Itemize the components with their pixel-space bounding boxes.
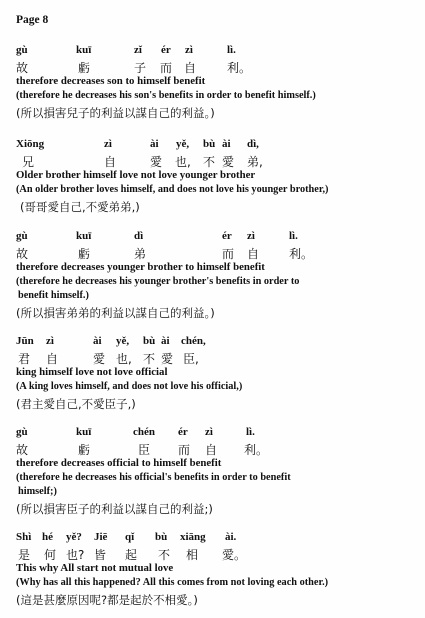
pinyin-word: zì [205, 426, 213, 438]
pinyin-word: zì [46, 335, 54, 347]
chinese-character: 利。 [227, 61, 252, 75]
chinese-character: 自 [46, 352, 59, 366]
chinese-character: 而 [160, 61, 173, 75]
pinyin-word: ài. [225, 531, 237, 543]
chinese-character: 故 [16, 61, 29, 75]
chinese-character: 故 [16, 443, 29, 457]
pinyin-word: lì. [289, 230, 298, 242]
pinyin-word: bù [143, 335, 156, 347]
chinese-character: 不 [158, 548, 171, 562]
english-translation: (An older brother loves himself, and does not love his younger brother,) [16, 184, 329, 195]
chinese-character: 臣 [138, 443, 151, 457]
chinese-character: 起 [125, 548, 138, 562]
chinese-character: 自 [104, 155, 117, 169]
pinyin-word: zì [104, 138, 112, 150]
pinyin-word: ài [93, 335, 102, 347]
chinese-character: 自 [205, 443, 218, 457]
chinese-character: 虧 [78, 247, 91, 261]
chinese-character: 何 [44, 548, 57, 562]
pinyin-word: qǐ [125, 531, 135, 543]
pinyin-word: gù [16, 426, 28, 438]
pinyin-word: gù [16, 230, 28, 242]
chinese-character: 相 [186, 548, 199, 562]
english-translation: benefit himself.) [18, 290, 89, 301]
english-translation: (A king loves himself, and does not love his official,) [16, 381, 243, 392]
chinese-character: 弟, [247, 155, 263, 169]
english-translation: (therefore he decreases his son's benefits in order to benefit himself.) [16, 90, 316, 101]
english-gloss: therefore decreases official to himself benefit [16, 457, 222, 469]
english-gloss: king himself love not love official [16, 366, 168, 378]
pinyin-word: yě, [176, 138, 190, 150]
pinyin-word: yě, [116, 335, 130, 347]
chinese-sentence: (所以損害兒子的利益以謀自己的利益。) [16, 106, 215, 120]
english-gloss: therefore decreases son to himself benefit [16, 75, 206, 87]
english-translation: himself;) [18, 486, 57, 497]
pinyin-word: chén, [181, 335, 206, 347]
chinese-character: 臣, [183, 352, 199, 366]
pinyin-word: zǐ [134, 44, 142, 56]
chinese-character: 虧 [78, 61, 91, 75]
pinyin-word: hé [42, 531, 53, 543]
chinese-character: 愛 [93, 352, 106, 366]
chinese-sentence: (所以損害弟弟的利益以謀自己的利益。) [16, 306, 215, 320]
chinese-character: 皆 [94, 548, 107, 562]
chinese-character: 子 [134, 61, 147, 75]
chinese-character: 君 [18, 352, 31, 366]
english-gloss: Older brother himself love not love younger brother [16, 169, 256, 181]
chinese-character: 愛 [222, 155, 235, 169]
chinese-character: 而 [222, 247, 235, 261]
chinese-character: 也? [66, 548, 85, 562]
pinyin-word: ài [150, 138, 159, 150]
pinyin-word: Jūn [16, 335, 34, 347]
pinyin-word: lì. [246, 426, 255, 438]
chinese-character: 也, [175, 155, 191, 169]
chinese-character: 自 [247, 247, 260, 261]
chinese-character: 也, [116, 352, 132, 366]
pinyin-word: dì, [247, 138, 259, 150]
chinese-character: 利。 [289, 247, 314, 261]
pinyin-word: bù [203, 138, 216, 150]
english-translation: (therefore he decreases his official's benefits in order to benefit [16, 472, 291, 483]
chinese-character: 兄 [22, 155, 35, 169]
chinese-character: 自 [184, 61, 197, 75]
pinyin-word: kuī [76, 426, 92, 438]
pinyin-word: zì [247, 230, 255, 242]
chinese-sentence: (君主愛自己,不愛臣子,) [16, 397, 136, 411]
pinyin-word: zì [185, 44, 193, 56]
pinyin-word: ér [161, 44, 171, 56]
chinese-character: 是 [18, 548, 31, 562]
pinyin-word: Xiōng [16, 138, 45, 150]
page-label: Page 8 [16, 14, 49, 26]
pinyin-word: ér [222, 230, 232, 242]
chinese-character: 不 [143, 352, 156, 366]
pinyin-word: ér [178, 426, 188, 438]
pinyin-word: kuī [76, 44, 92, 56]
chinese-character: 不 [203, 155, 216, 169]
pinyin-word: Jiē [94, 531, 108, 543]
english-gloss: This why All start not mutual love [16, 562, 174, 574]
pinyin-word: gù [16, 44, 28, 56]
english-translation: (Why has all this happened? All this comes from not loving each other.) [16, 577, 329, 588]
chinese-character: 弟 [134, 247, 147, 261]
pinyin-word: Shì [16, 531, 32, 543]
pinyin-word: ài [222, 138, 231, 150]
pinyin-word: yě? [66, 531, 82, 543]
english-gloss: therefore decreases younger brother to himself benefit [16, 261, 265, 273]
chinese-character: 愛 [150, 155, 163, 169]
chinese-character: 故 [16, 247, 29, 261]
chinese-character: 愛 [161, 352, 174, 366]
pinyin-word: kuī [76, 230, 92, 242]
chinese-character: 而 [178, 443, 191, 457]
pinyin-word: bù [155, 531, 168, 543]
pinyin-word: chén [133, 426, 155, 438]
chinese-sentence: (這是甚麼原因呢?都是起於不相愛。) [16, 593, 198, 607]
english-translation: (therefore he decreases his younger brother's benefits in order to [16, 276, 300, 287]
pinyin-word: xiāng [180, 531, 206, 543]
chinese-character: 愛。 [222, 548, 247, 562]
pinyin-word: ài [161, 335, 170, 347]
chinese-character: 虧 [78, 443, 91, 457]
pinyin-word: lì. [227, 44, 236, 56]
chinese-character: 利。 [244, 443, 269, 457]
pinyin-word: dì [134, 230, 144, 242]
chinese-sentence: (所以損害臣子的利益以謀自己的利益;) [16, 502, 213, 516]
chinese-sentence: (哥哥愛自己,不愛弟弟,) [20, 200, 140, 214]
